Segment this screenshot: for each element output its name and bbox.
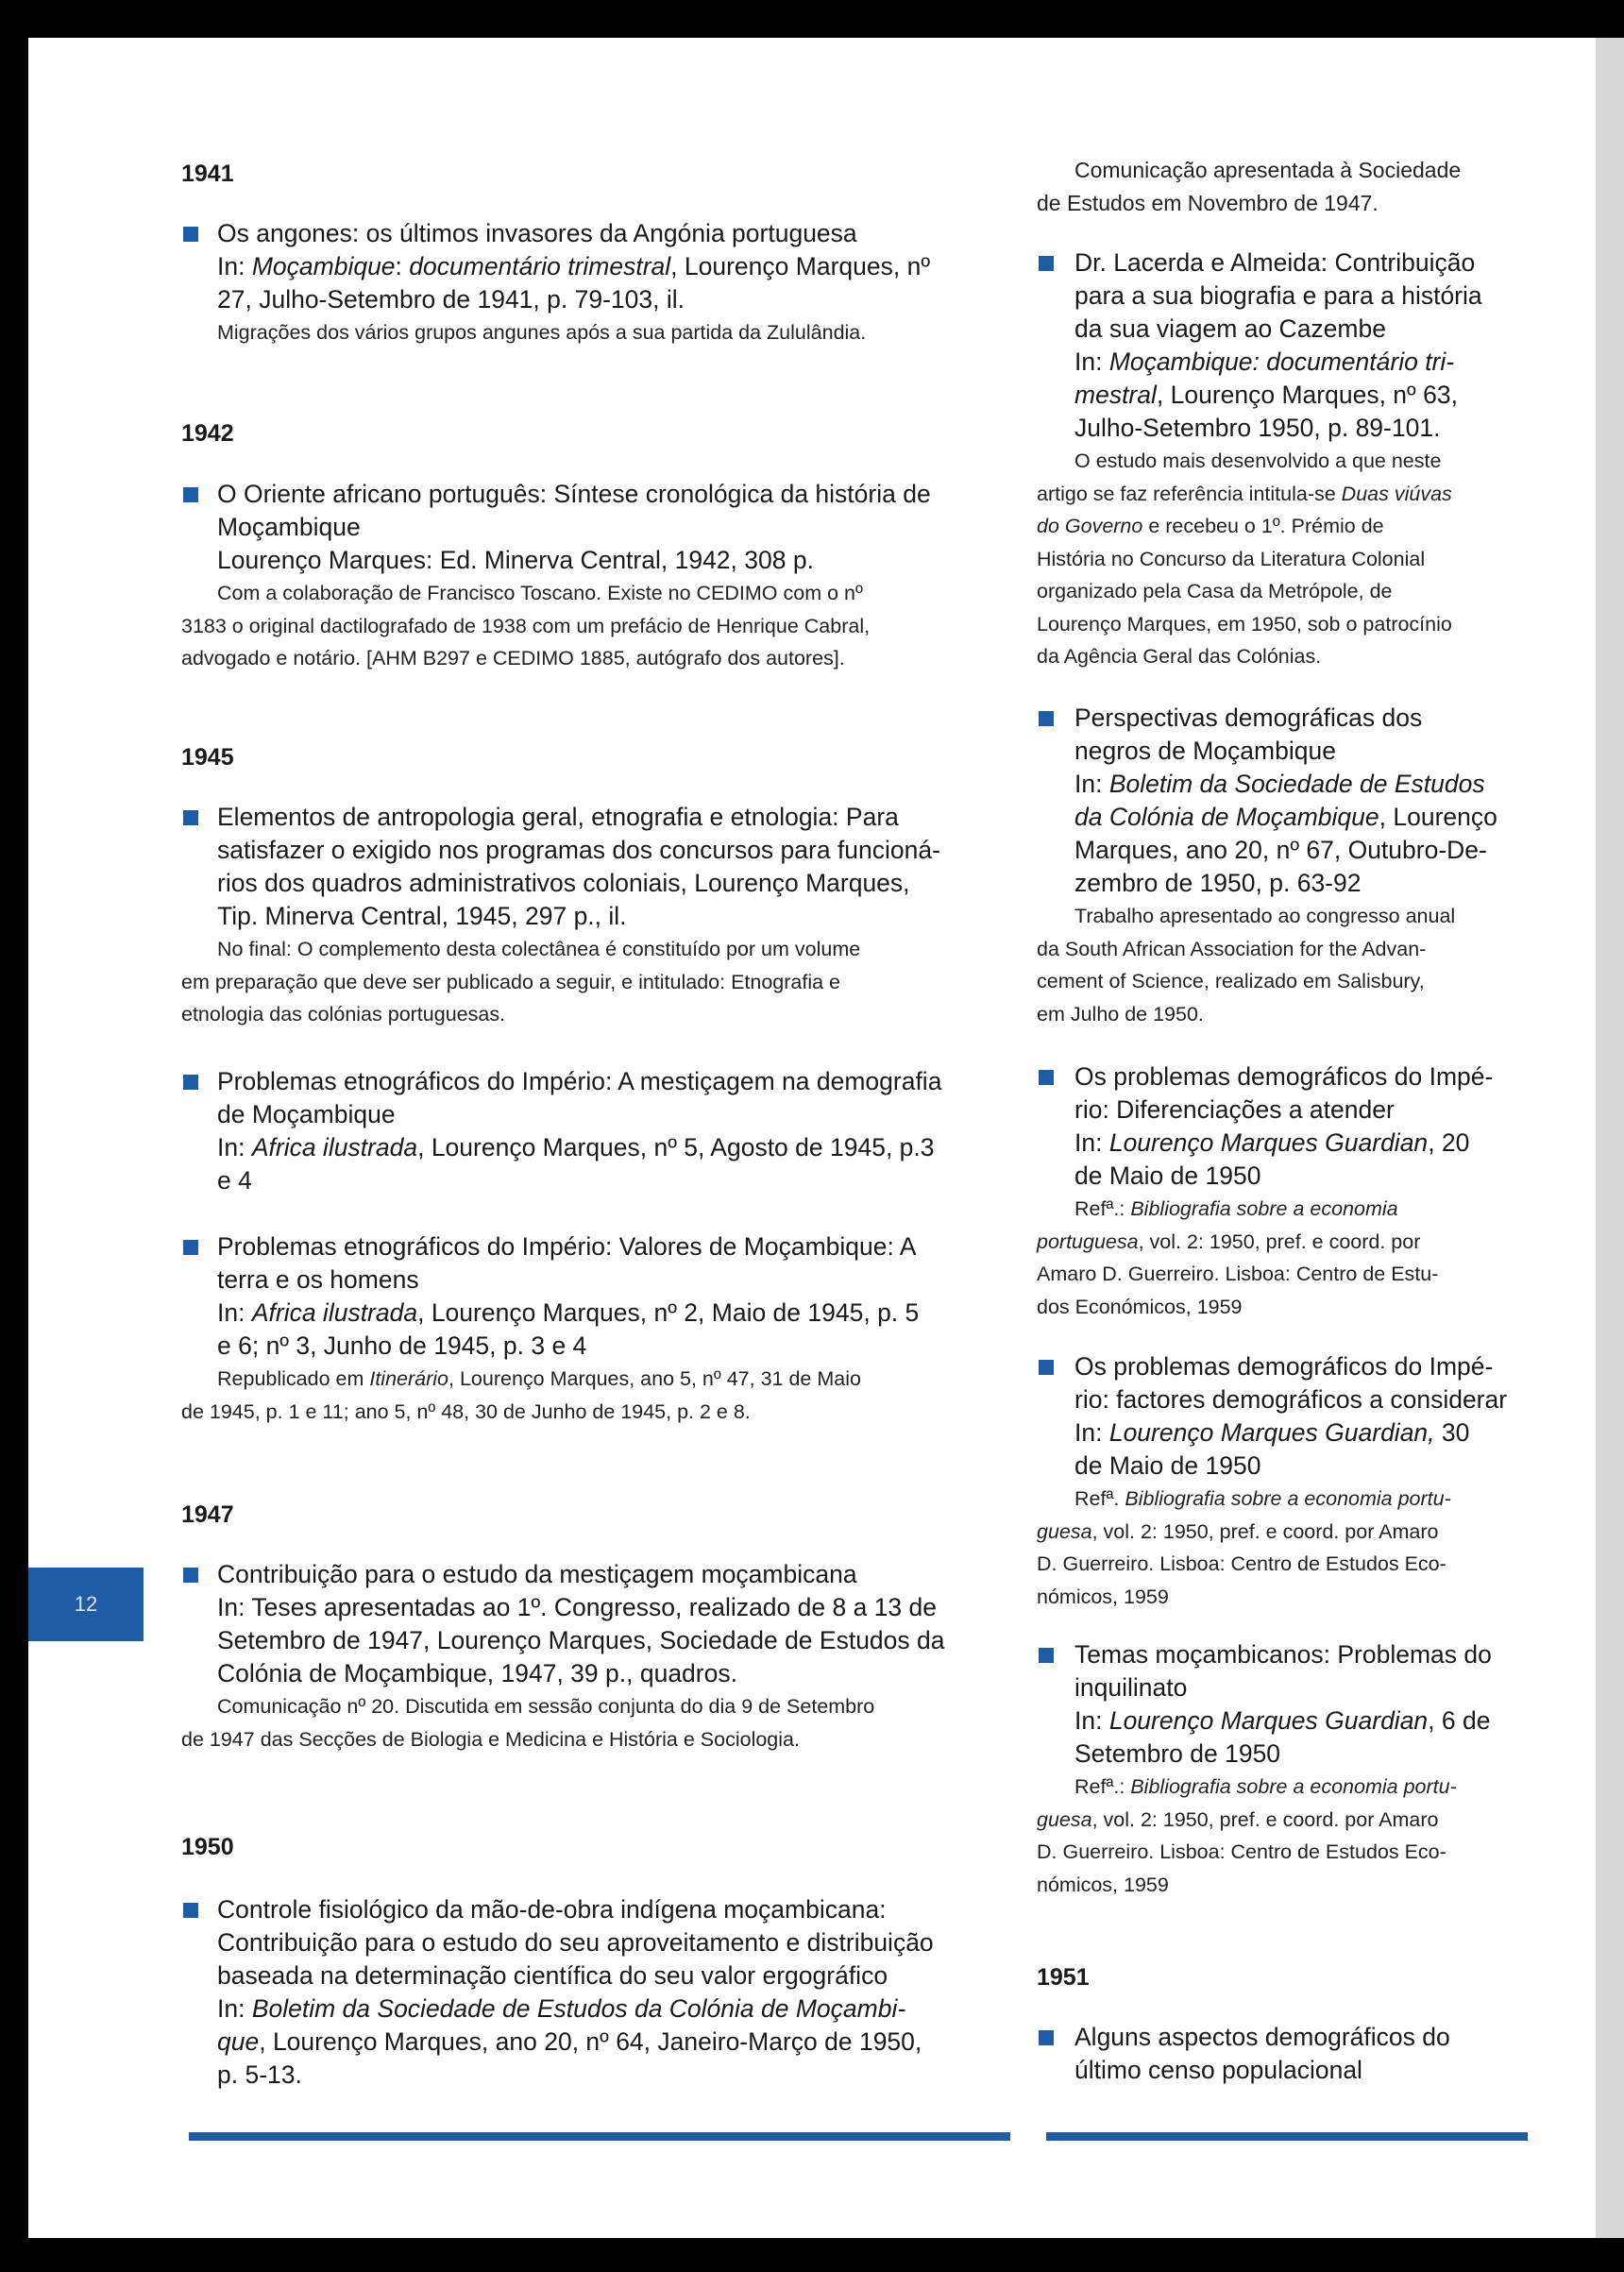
- entry-title: O Oriente africano português: Síntese cronológica da história de: [217, 480, 931, 508]
- entry-perspectivas-demograficas: [1037, 702, 1528, 1030]
- entry-source: In: Moçambique: documentário trimestral, Lourenço Marques, nº: [217, 252, 931, 280]
- entry-note-cont: dos Económicos, 1959: [1037, 1295, 1243, 1318]
- entry-source-cont: Julho-Setembro 1950, p. 89-101.: [1074, 414, 1441, 442]
- entry-note-cont: de 1945, p. 1 e 11; ano 5, nº 48, 30 de Junho de 1945, p. 2 e 8.: [181, 1399, 751, 1423]
- entry-title-cont: terra e os homens: [217, 1265, 419, 1294]
- entry-title-cont: Moçambique: [217, 513, 361, 541]
- entry-source: In: Lourenço Marques Guardian, 20: [1074, 1128, 1470, 1157]
- book-spine: [1596, 38, 1624, 2238]
- entry-note: Trabalho apresentado ao congresso anual: [1074, 905, 1456, 927]
- entry-lacerda-almeida: [1037, 246, 1528, 673]
- square-bullet-icon: [183, 227, 198, 242]
- square-bullet-icon: [1039, 256, 1054, 271]
- entry-note-cont: etnologia das colónias portuguesas.: [181, 1003, 506, 1026]
- entry-note: O estudo mais desenvolvido a que neste: [1074, 449, 1442, 472]
- square-bullet-icon: [1039, 711, 1054, 726]
- entry-note-cont: guesa, vol. 2: 1950, pref. e coord. por Amaro: [1037, 1807, 1439, 1831]
- square-bullet-icon: [183, 1075, 198, 1090]
- entry-title-cont: para a sua biografia e para a história: [1074, 281, 1482, 310]
- entry-source-cont: de Maio de 1950: [1074, 1161, 1261, 1190]
- entry-note-cont: organizado pela Casa da Metrópole, de: [1037, 580, 1393, 602]
- entry-oriente-africano: [181, 478, 1006, 675]
- entry-controle-fisiologico: [181, 1893, 1006, 2092]
- entry-note-cont: D. Guerreiro. Lisboa: Centro de Estudos Eco-: [1037, 1840, 1446, 1863]
- entry-elementos-antropologia: [181, 801, 1006, 1031]
- entry-source: In: Africa ilustrada, Lourenço Marques, nº 2, Maio de 1945, p. 5: [217, 1298, 920, 1327]
- year-heading-1945: 1945: [181, 744, 234, 771]
- entry-title: Perspectivas demográficas dos: [1074, 704, 1423, 732]
- entry-contribuicao-mesticagem: [181, 1558, 1006, 1755]
- entry-source-cont: Setembro de 1947, Lourenço Marques, Sociedade de Estudos da: [217, 1626, 945, 1654]
- year-heading-1942: 1942: [181, 420, 234, 447]
- entry-source: In: Lourenço Marques Guardian, 6 de: [1074, 1706, 1491, 1735]
- entry-source-cont: 27, Julho-Setembro de 1941, p. 79-103, il.: [217, 285, 685, 314]
- square-bullet-icon: [1039, 1070, 1054, 1085]
- entry-note-cont: guesa, vol. 2: 1950, pref. e coord. por Amaro: [1037, 1519, 1439, 1543]
- entry-os-angones: [181, 217, 1006, 349]
- entry-title-cont: Contribuição para o estudo do seu aproveitamento e distribuição: [217, 1928, 934, 1957]
- square-bullet-icon: [1039, 2030, 1054, 2045]
- entry-note: Republicado em Itinerário, Lourenço Marques, ano 5, nº 47, 31 de Maio: [217, 1367, 861, 1390]
- entry-source-cont: Marques, ano 20, nº 67, Outubro-De-: [1074, 836, 1487, 864]
- entry-source-cont: e 4: [217, 1166, 252, 1195]
- entry-note-cont: de 1947 das Secções de Biologia e Medicina e História e Sociologia.: [181, 1727, 800, 1751]
- entry-mesticagem-demografia: [181, 1065, 1006, 1197]
- entry-note: Refª.: Bibliografia sobre a economia portu-: [1074, 1775, 1457, 1798]
- entry-title: Controle fisiológico da mão-de-obra indígena moçambicana:: [217, 1895, 887, 1924]
- entry-note-cont: do Governo e recebeu o 1º. Prémio de: [1037, 515, 1384, 537]
- entry-source: In: Moçambique: documentário tri-: [1074, 348, 1455, 376]
- entry-alguns-aspectos: [1037, 2021, 1528, 2087]
- entry-note-cont: D. Guerreiro. Lisboa: Centro de Estudos Eco-: [1037, 1552, 1446, 1575]
- entry-note: Comunicação nº 20. Discutida em sessão conjunta do dia 9 de Setembro: [217, 1695, 875, 1718]
- entry-source-cont: da Colónia de Moçambique, Lourenço: [1074, 803, 1497, 831]
- square-bullet-icon: [183, 1568, 198, 1583]
- square-bullet-icon: [183, 810, 198, 825]
- square-bullet-icon: [1039, 1648, 1054, 1663]
- entry-note: Migrações dos vários grupos angunes após a sua partida da Zululândia.: [217, 321, 867, 344]
- year-heading-1941: 1941: [181, 161, 234, 187]
- year-heading-1947: 1947: [181, 1501, 234, 1528]
- square-bullet-icon: [183, 1240, 198, 1255]
- entry-note: No final: O complemento desta colectânea é constituído por um volume: [217, 938, 861, 960]
- entry-note-cont: da South African Association for the Advan-: [1037, 937, 1427, 960]
- square-bullet-icon: [183, 487, 198, 502]
- entry-title: Contribuição para o estudo da mestiçagem moçambicana: [217, 1560, 857, 1588]
- entry-title-cont: inquilinato: [1074, 1673, 1188, 1702]
- entry-temas-mocambicanos: [1037, 1638, 1528, 1901]
- entry-source: Tip. Minerva Central, 1945, 297 p., il.: [217, 902, 627, 930]
- year-heading-1950: 1950: [181, 1834, 234, 1860]
- entry-diferenciacoes: [1037, 1060, 1528, 1323]
- entry-title: Dr. Lacerda e Almeida: Contribuição: [1074, 248, 1476, 277]
- entry-source-cont: p. 5-13.: [217, 2060, 302, 2089]
- entry-valores-mocambique: [181, 1230, 1006, 1428]
- entry-title: Problemas etnográficos do Império: Valores de Moçambique: A: [217, 1232, 917, 1261]
- entry-note-cont: cement of Science, realizado em Salisbury,: [1037, 970, 1425, 992]
- entry-source-cont: mestral, Lourenço Marques, nº 63,: [1074, 381, 1458, 409]
- entry-note-cont: História no Concurso da Literatura Colonial: [1037, 547, 1426, 570]
- entry-title: Alguns aspectos demográficos do: [1074, 2023, 1450, 2051]
- entry-title-cont: negros de Moçambique: [1074, 737, 1336, 765]
- entry-title-cont: baseada na determinação científica do seu valor ergográfico: [217, 1961, 888, 1990]
- entry-source-cont: e 6; nº 3, Junho de 1945, p. 3 e 4: [217, 1331, 587, 1360]
- entry-title-cont: rio: Diferenciações a atender: [1074, 1095, 1395, 1124]
- entry-source: In: Teses apresentadas ao 1º. Congresso, realizado de 8 a 13 de: [217, 1593, 938, 1621]
- entry-note-cont: artigo se faz referência intitula-se Duas viúvas: [1037, 482, 1452, 505]
- entry-title-cont: da sua viagem ao Cazembe: [1074, 314, 1386, 343]
- entry-source-cont: Setembro de 1950: [1074, 1739, 1281, 1768]
- entry-note: Refª. Bibliografia sobre a economia portu-: [1074, 1487, 1451, 1510]
- entry-note-cont: nómicos, 1959: [1037, 1873, 1169, 1896]
- entry-note-cont: 3183 o original dactilografado de 1938 com um prefácio de Henrique Cabral,: [181, 614, 871, 637]
- entry-source: In: Boletim da Sociedade de Estudos: [1074, 770, 1485, 798]
- entry-source: Lourenço Marques: Ed. Minerva Central, 1942, 308 p.: [217, 546, 814, 574]
- entry-title: Os angones: os últimos invasores da Angónia portuguesa: [217, 219, 857, 247]
- page-number: 12: [74, 1592, 98, 1616]
- entry-continuation-note: [1037, 154, 1528, 219]
- entry-source-cont: zembro de 1950, p. 63-92: [1074, 869, 1362, 897]
- entry-note-cont: da Agência Geral das Colónias.: [1037, 645, 1322, 668]
- entry-title: Os problemas demográficos do Impé-: [1074, 1062, 1494, 1091]
- entry-source-cont: de Maio de 1950: [1074, 1451, 1261, 1480]
- square-bullet-icon: [183, 1903, 198, 1918]
- year-heading-1951: 1951: [1037, 1964, 1090, 1991]
- entry-source: In: Africa ilustrada, Lourenço Marques, nº 5, Agosto de 1945, p.3: [217, 1133, 935, 1161]
- entry-title-cont: rio: factores demográficos a considerar: [1074, 1385, 1508, 1414]
- entry-note-cont: advogado e notário. [AHM B297 e CEDIMO 1885, autógrafo dos autores].: [181, 647, 845, 670]
- entry-factores-demograficos: [1037, 1350, 1528, 1613]
- entry-note-cont: Lourenço Marques, em 1950, sob o patrocínio: [1037, 612, 1452, 636]
- entry-title: Problemas etnográficos do Império: A mestiçagem na demografia: [217, 1067, 942, 1095]
- entry-title-cont: último censo populacional: [1074, 2056, 1362, 2084]
- footer-rule-left: [189, 2132, 1010, 2141]
- continued-note-cont: de Estudos em Novembro de 1947.: [1037, 190, 1379, 215]
- entry-title: Temas moçambicanos: Problemas do: [1074, 1640, 1492, 1669]
- entry-title: Elementos de antropologia geral, etnografia e etnologia: Para: [217, 803, 899, 831]
- entry-note: Refª.: Bibliografia sobre a economia: [1074, 1197, 1398, 1220]
- square-bullet-icon: [1039, 1360, 1054, 1375]
- entry-source: In: Lourenço Marques Guardian, 30: [1074, 1418, 1470, 1447]
- entry-title-cont: de Moçambique: [217, 1100, 396, 1128]
- footer-rule-right: [1046, 2132, 1528, 2141]
- entry-title: Os problemas demográficos do Impé-: [1074, 1352, 1494, 1381]
- entry-source-cont: Colónia de Moçambique, 1947, 39 p., quadros.: [217, 1659, 737, 1687]
- entry-note-cont: Amaro D. Guerreiro. Lisboa: Centro de Estu-: [1037, 1263, 1439, 1285]
- entry-note: Com a colaboração de Francisco Toscano. Existe no CEDIMO com o nº: [217, 582, 863, 604]
- entry-source: In: Boletim da Sociedade de Estudos da Colónia de Moçambi-: [217, 1994, 906, 2023]
- entry-note-cont: em preparação que deve ser publicado a seguir, e intitulado: Etnografia e: [181, 970, 841, 993]
- entry-note-cont: nómicos, 1959: [1037, 1585, 1169, 1608]
- entry-title-cont: satisfazer o exigido nos programas dos concursos para funcioná-: [217, 836, 940, 864]
- entry-note-cont: portuguesa, vol. 2: 1950, pref. e coord. por: [1037, 1229, 1421, 1253]
- entry-note-cont: em Julho de 1950.: [1037, 1002, 1204, 1026]
- entry-title-cont: rios dos quadros administrativos coloniais, Lourenço Marques,: [217, 869, 910, 897]
- continued-note: Comunicação apresentada à Sociedade: [1074, 158, 1462, 182]
- page-number-tab: [28, 1568, 144, 1641]
- entry-source-cont: que, Lourenço Marques, ano 20, nº 64, Janeiro-Março de 1950,: [217, 2027, 922, 2056]
